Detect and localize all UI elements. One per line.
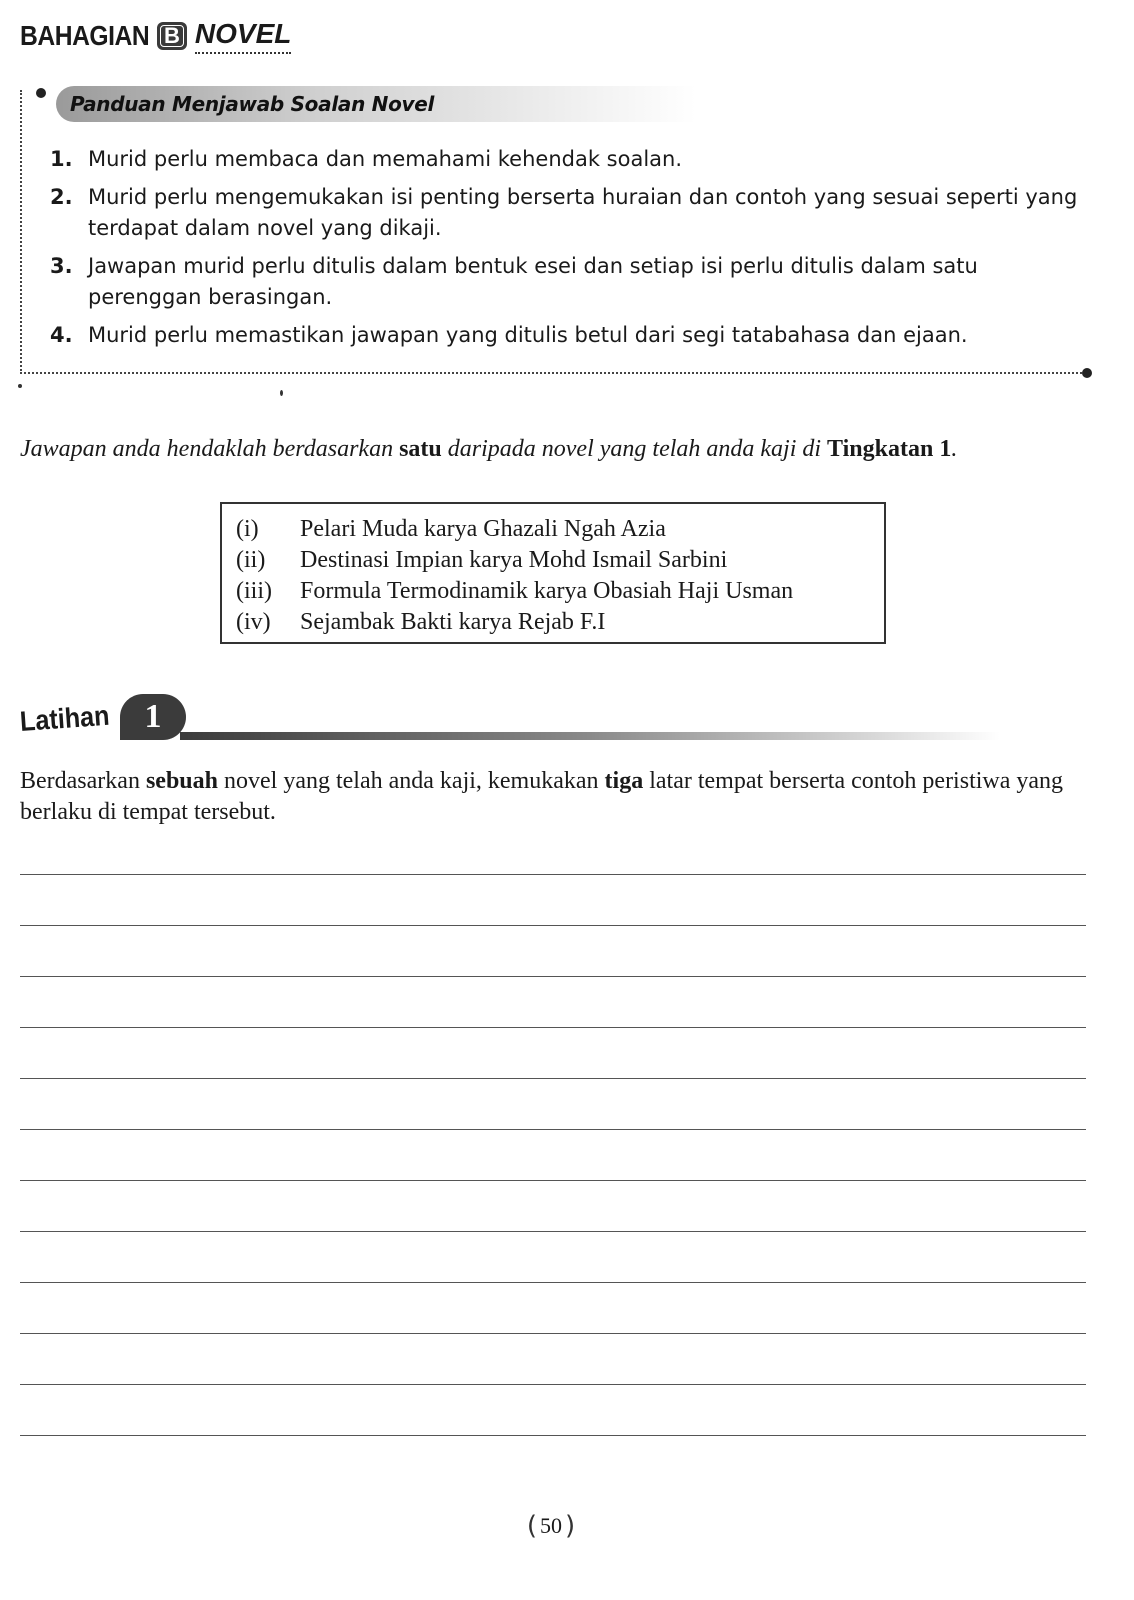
novel-item <box>236 576 870 607</box>
novel-index: (ii) <box>236 547 266 573</box>
novel-item <box>236 514 870 545</box>
guide-item-number: 4. <box>50 323 73 347</box>
novel-title: Destinasi Impian karya Mohd Ismail Sarbini <box>300 547 728 573</box>
answer-line[interactable] <box>20 1027 1086 1028</box>
guide-item-text: Murid perlu mengemukakan isi penting berserta huraian dan contoh yang sesuai seperti yang terdapat dalam novel yang dikaji. <box>88 185 1078 240</box>
bullet-dot-icon <box>1082 368 1092 378</box>
section-title: NOVEL <box>195 18 291 54</box>
bullet-dot-icon <box>36 88 46 98</box>
answer-line[interactable] <box>20 1435 1086 1436</box>
novel-list-box <box>220 502 886 644</box>
guide-item-text: Murid perlu membaca dan memahami kehendak soalan. <box>88 147 683 171</box>
section-header <box>20 14 291 58</box>
guide-title: Panduan Menjawab Soalan Novel <box>70 92 435 116</box>
instruction-text: Jawapan anda hendaklah berdasarkan satu daripada novel yang telah anda kaji di Tingkatan 1. <box>20 436 958 462</box>
guide-item <box>50 182 1090 244</box>
print-speck <box>280 390 283 396</box>
answer-line[interactable] <box>20 976 1086 977</box>
page-number <box>516 1510 586 1542</box>
novel-title: Formula Termodinamik karya Obasiah Haji Usman <box>300 578 794 604</box>
guide-item <box>50 320 1090 351</box>
answer-line[interactable] <box>20 1078 1086 1079</box>
answer-line[interactable] <box>20 1231 1086 1232</box>
answer-lines <box>20 874 1086 1486</box>
guide-item-number: 2. <box>50 185 73 209</box>
exercise-label: Latihan <box>18 699 111 737</box>
novel-index: (iv) <box>236 609 271 635</box>
guide-item <box>50 251 1090 313</box>
question-text: Berdasarkan sebuah novel yang telah anda kaji, kemukakan tiga latar tempat berserta contoh peristiwa yang berlaku di tempat tersebut. <box>20 768 1064 825</box>
section-label: BAHAGIAN <box>20 20 150 51</box>
guide-item-number: 3. <box>50 254 73 278</box>
guide-title-ribbon <box>56 86 696 122</box>
section-letter-badge: B <box>157 22 187 50</box>
guide-item-text: Murid perlu memastikan jawapan yang ditulis betul dari segi tatabahasa dan ejaan. <box>88 323 968 347</box>
answer-line[interactable] <box>20 874 1086 875</box>
novel-index: (iii) <box>236 578 272 604</box>
exercise-heading-bar <box>180 732 1000 740</box>
exercise-heading <box>20 692 1000 748</box>
novel-title: Pelari Muda karya Ghazali Ngah Azia <box>300 516 666 542</box>
print-speck <box>18 384 22 388</box>
novel-title: Sejambak Bakti karya Rejab F.I <box>300 609 606 635</box>
novel-index: (i) <box>236 516 259 542</box>
answer-line[interactable] <box>20 1384 1086 1385</box>
answer-line[interactable] <box>20 1180 1086 1181</box>
page-number-right-bracket-icon: ) <box>565 1511 576 1541</box>
novel-item <box>236 545 870 576</box>
guide-item-number: 1. <box>50 147 73 171</box>
guide-item-text: Jawapan murid perlu ditulis dalam bentuk esei dan setiap isi perlu ditulis dalam satu perenggan berasingan. <box>88 254 978 309</box>
answer-line[interactable] <box>20 1333 1086 1334</box>
answer-line[interactable] <box>20 1129 1086 1130</box>
guide-item <box>50 144 1090 175</box>
answer-guide-box <box>20 90 1086 374</box>
page-number-left-bracket-icon: ( <box>526 1511 537 1541</box>
answer-line[interactable] <box>20 925 1086 926</box>
guide-list <box>50 144 1090 358</box>
exercise-number-badge: 1 <box>120 694 186 740</box>
page-number-value: 50 <box>540 1513 562 1538</box>
novel-item <box>236 607 870 638</box>
answer-line[interactable] <box>20 1282 1086 1283</box>
